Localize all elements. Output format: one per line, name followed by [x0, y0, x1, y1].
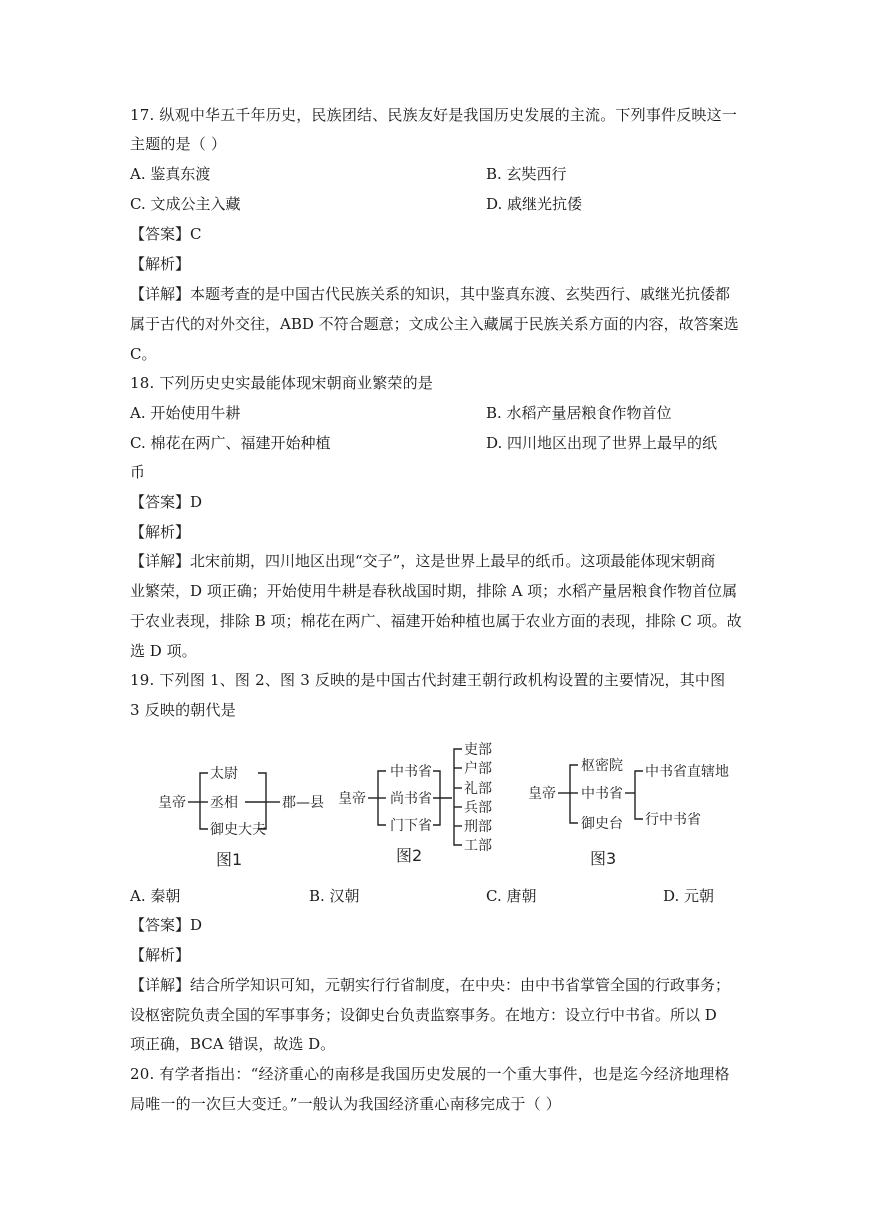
- q18-option-d: D. 四川地区出现了世界上最早的纸: [486, 434, 718, 452]
- fig2-ministry-2: 户部: [464, 761, 492, 777]
- q18-detail-line2: 业繁荣，D 项正确；开始使用牛耕是春秋战国时期，排除 A 项；水稻产量居粮食作物首位属: [130, 582, 738, 600]
- fig3-branch-1: 枢密院: [581, 758, 623, 774]
- q17-analysis-heading: 【解析】: [130, 255, 191, 273]
- fig2-root: 皇帝: [338, 791, 366, 807]
- q18-detail-line4: 选 D 项。: [130, 642, 197, 660]
- q19-option-d: D. 元朝: [663, 887, 715, 905]
- fig2-ministry-1: 吏部: [464, 742, 492, 758]
- q19-stem-line1: 19. 下列图 1、图 2、图 3 反映的是中国古代封建王朝行政机构设置的主要情况，其中图: [130, 671, 726, 689]
- fig3-branch-3: 御史台: [581, 816, 623, 832]
- q20-stem-line2: 局唯一的一次巨大变迁。”一般认为我国经济重心南移完成于（ ）: [130, 1095, 561, 1113]
- fig2-ministry-5: 刑部: [464, 819, 492, 835]
- q18-stem: 18. 下列历史史实最能体现宋朝商业繁荣的是: [130, 374, 434, 392]
- fig1-right: 郡—县: [282, 795, 324, 811]
- q17-detail-line1: 【详解】本题考查的是中国古代民族关系的知识，其中鉴真东渡、玄奘西行、戚继光抗倭都: [130, 285, 731, 303]
- fig3-right-1: 中书省直辖地: [645, 764, 729, 780]
- q17-option-b: B. 玄奘西行: [486, 165, 567, 183]
- q19-option-c: C. 唐朝: [486, 887, 537, 905]
- q17-stem-line1: 17. 纵观中华五千年历史，民族团结、民族友好是我国历史发展的主流。下列事件反映这一: [130, 106, 738, 124]
- q19-detail-line3: 项正确，BCA 错误，故选 D。: [130, 1035, 336, 1053]
- figure-2: [338, 741, 492, 865]
- q19-option-a: A. 秦朝: [130, 887, 181, 905]
- q19-analysis-heading: 【解析】: [130, 946, 191, 964]
- q17-option-c: C. 文成公主入藏: [130, 195, 241, 213]
- q18-detail-line1: 【详解】北宋前期，四川地区出现“交子”，这是世界上最早的纸币。这项最能体现宋朝商: [130, 552, 716, 570]
- fig2-branch-1: 中书省: [390, 764, 432, 780]
- q19-option-b: B. 汉朝: [309, 887, 360, 905]
- q17-answer: 【答案】C: [130, 225, 202, 243]
- fig2-ministry-3: 礼部: [464, 781, 492, 797]
- fig3-branch-2: 中书省: [581, 786, 623, 802]
- fig3-right-2: 行中书省: [645, 812, 701, 828]
- q18-detail-line3: 于农业表现，排除 B 项；棉花在两广、福建开始种植也属于农业方面的表现，排除 C 项。故: [130, 612, 742, 630]
- q18-option-c: C. 棉花在两广、福建开始种植: [130, 434, 331, 452]
- fig2-branch-2: 尚书省: [390, 791, 432, 807]
- fig1-branch-1: 太尉: [210, 766, 238, 782]
- q18-analysis-heading: 【解析】: [130, 523, 191, 541]
- q17-detail-line3: C。: [130, 345, 157, 363]
- fig3-root: 皇帝: [528, 786, 556, 802]
- fig2-caption: 图2: [396, 846, 423, 865]
- q19-answer: 【答案】D: [130, 916, 203, 934]
- fig2-ministry-4: 兵部: [464, 800, 492, 816]
- fig3-caption: 图3: [590, 849, 617, 868]
- fig2-ministry-6: 工部: [464, 838, 492, 854]
- figure-1: [158, 765, 324, 869]
- q18-option-b: B. 水稻产量居粮食作物首位: [486, 404, 672, 422]
- fig1-caption: 图1: [216, 850, 243, 869]
- administrative-structure-diagram: [150, 737, 750, 877]
- fig1-branch-2: 丞相: [210, 795, 238, 811]
- q17-detail-line2: 属于古代的对外交往，ABD 不符合题意；文成公主入藏属于民族关系方面的内容，故答案选: [130, 315, 739, 333]
- q18-option-d-continuation: 币: [130, 463, 146, 481]
- fig1-root: 皇帝: [158, 795, 186, 811]
- q19-stem-line2: 3 反映的朝代是: [130, 701, 236, 719]
- fig2-branch-3: 门下省: [390, 818, 432, 834]
- q18-option-a: A. 开始使用牛耕: [130, 404, 241, 422]
- q20-stem-line1: 20. 有学者指出：“经济重心的南移是我国历史发展的一个重大事件，也是迄今经济地理格: [130, 1065, 730, 1083]
- q19-detail-line1: 【详解】结合所学知识可知，元朝实行行省制度，在中央：由中书省掌管全国的行政事务；: [130, 976, 731, 994]
- q17-stem-line2: 主题的是（ ）: [130, 135, 227, 153]
- q17-option-a: A. 鉴真东渡: [130, 165, 211, 183]
- q18-answer: 【答案】D: [130, 493, 203, 511]
- fig1-branch-3: 御史大夫: [210, 822, 266, 838]
- figure-3: [528, 757, 729, 868]
- q17-option-d: D. 戚继光抗倭: [486, 195, 583, 213]
- q19-detail-line2: 设枢密院负责全国的军事事务；设御史台负责监察事务。在地方：设立行中书省。所以 D: [130, 1006, 717, 1024]
